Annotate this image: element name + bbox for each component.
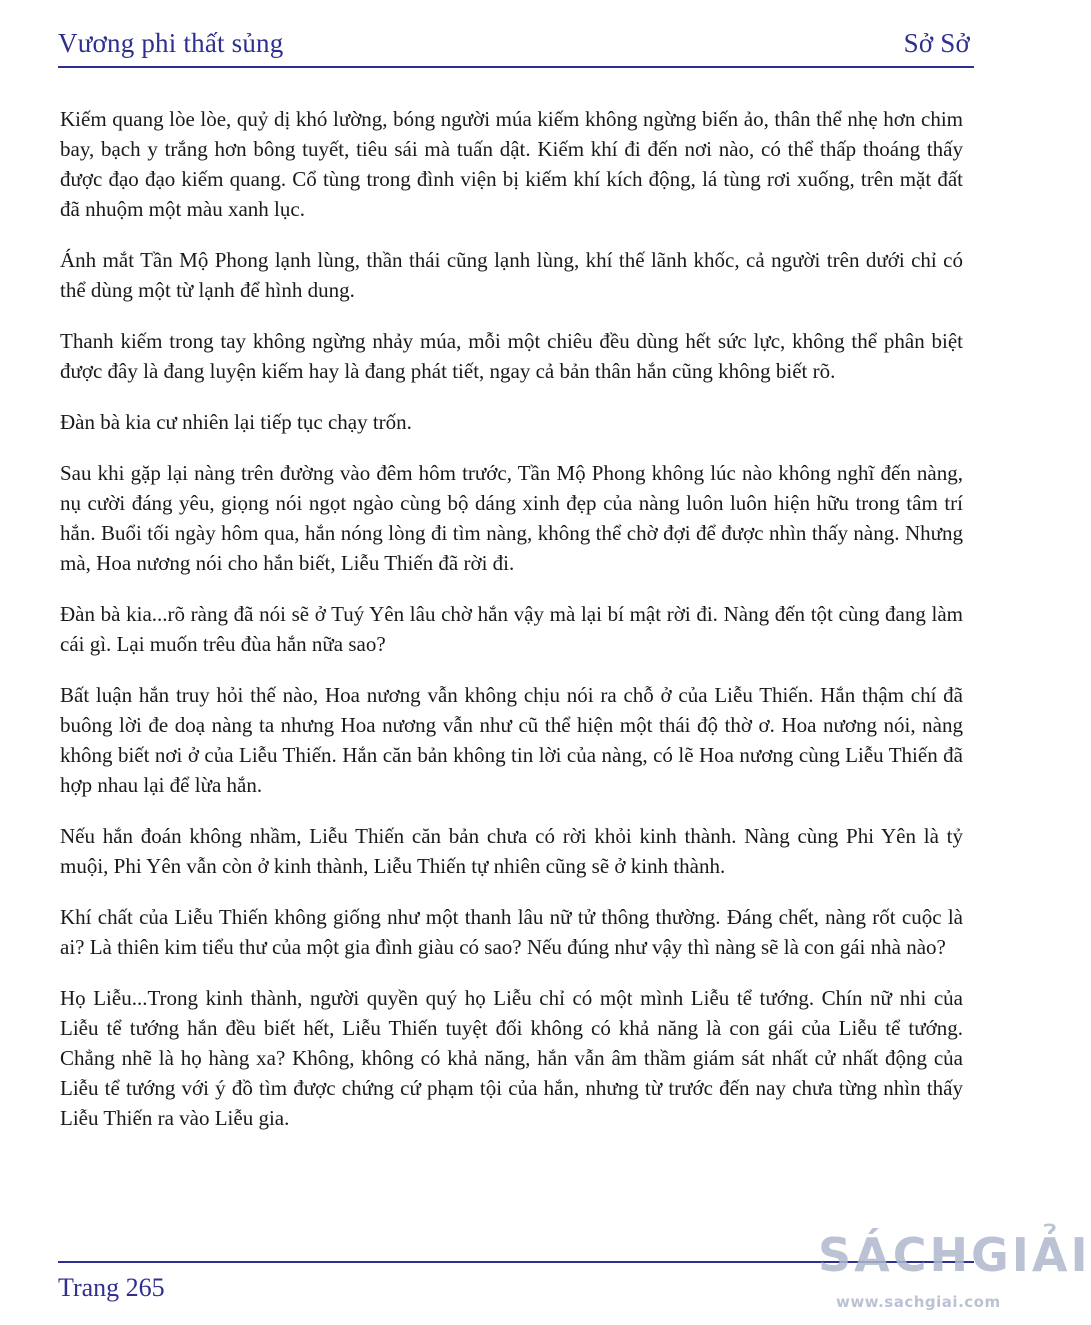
page-body — [60, 104, 963, 1154]
paragraph: Kiếm quang lòe lòe, quỷ dị khó lường, bóng người múa kiếm không ngừng biến ảo, thân thể nhẹ hơn chim bay, bạch y trắng hơn bông tuyết, tiêu sái mà tuấn dật. Kiếm khí đi đến nơi nào, có thể thấp thoáng thấy được đạo đạo kiếm quang. Cổ tùng trong đình viện bị kiếm khí kích động, lá tùng rơi xuống, trên mặt đất đã nhuộm một màu xanh lục. — [60, 107, 963, 221]
paragraph: Đàn bà kia...rõ ràng đã nói sẽ ở Tuý Yên lâu chờ hắn vậy mà lại bí mật rời đi. Nàng đến tột cùng đang làm cái gì. Lại muốn trêu đùa hắn nữa sao? — [60, 602, 963, 656]
paragraph: Nếu hắn đoán không nhầm, Liễu Thiến căn bản chưa có rời khỏi kinh thành. Nàng cùng Phi Yên là tỷ muội, Phi Yên vẫn còn ở kinh thành, Liễu Thiến tự nhiên cũng sẽ ở kinh thành. — [60, 824, 963, 878]
paragraph: Ánh mắt Tần Mộ Phong lạnh lùng, thần thái cũng lạnh lùng, khí thế lãnh khốc, cả người trên dưới chỉ có thể dùng một từ lạnh để hình dung. — [60, 248, 963, 302]
paragraph: Thanh kiếm trong tay không ngừng nhảy múa, mỗi một chiêu đều dùng hết sức lực, không thể phân biệt được đây là đang luyện kiếm hay là đang phát tiết, ngay cả bản thân hắn cũng không biết rõ. — [60, 329, 963, 383]
watermark-logo-text: SÁCHGIẢI — [818, 1228, 1091, 1282]
author-name: Sở Sở — [903, 28, 970, 58]
paragraph: Đàn bà kia cư nhiên lại tiếp tục chạy trốn. — [60, 410, 412, 434]
paragraph: Khí chất của Liễu Thiến không giống như một thanh lâu nữ tử thông thường. Đáng chết, nàng rốt cuộc là ai? Là thiên kim tiểu thư của một gia đình giàu có sao? Nếu đúng như vậy thì nàng sẽ là con gái nhà nào? — [60, 905, 963, 959]
paragraph: Họ Liễu...Trong kinh thành, người quyền quý họ Liễu chỉ có một mình Liễu tể tướng. Chín nữ nhi của Liễu tể tướng hắn đều biết hết, Liễu Thiến tuyệt đối không có khả năng là con gái của Liễu tể tướng. Chẳng nhẽ là họ hàng xa? Không, không có khả năng, hắn vẫn âm thầm giám sát nhất cử nhất động của Liễu tể tướng với ý đồ tìm được chứng cứ phạm tội của hắn, nhưng từ trước đến nay chưa từng nhìn thấy Liễu Thiến ra vào Liễu gia. — [60, 986, 963, 1130]
paragraph: Bất luận hắn truy hỏi thế nào, Hoa nương vẫn không chịu nói ra chỗ ở của Liễu Thiến. Hắn thậm chí đã buông lời đe doạ nàng ta nhưng Hoa nương vẫn như cũ thể hiện một thái độ thờ ơ. Hoa nương nói, nàng không biết nơi ở của Liễu Thiến. Hắn căn bản không tin lời của nàng, có lẽ Hoa nương cùng Liễu Thiến đã hợp nhau lại để lừa hắn. — [60, 683, 963, 797]
watermark-url: www.sachgiai.com — [836, 1293, 1001, 1311]
paragraph: Sau khi gặp lại nàng trên đường vào đêm hôm trước, Tần Mộ Phong không lúc nào không nghĩ đến nàng, nụ cười đáng yêu, giọng nói ngọt ngào cùng bộ dáng xinh đẹp của nàng luôn luôn hiện hữu trong tâm trí hắn. Buổi tối ngày hôm qua, hắn nóng lòng đi tìm nàng, không thể chờ đợi để được nhìn thấy nàng. Nhưng mà, Hoa nương nói cho hắn biết, Liễu Thiến đã rời đi. — [60, 461, 963, 575]
page-number: Trang 265 — [58, 1273, 165, 1302]
watermark-logo — [816, 1213, 1091, 1325]
page-header — [58, 26, 974, 68]
book-title: Vương phi thất sủng — [58, 28, 284, 58]
